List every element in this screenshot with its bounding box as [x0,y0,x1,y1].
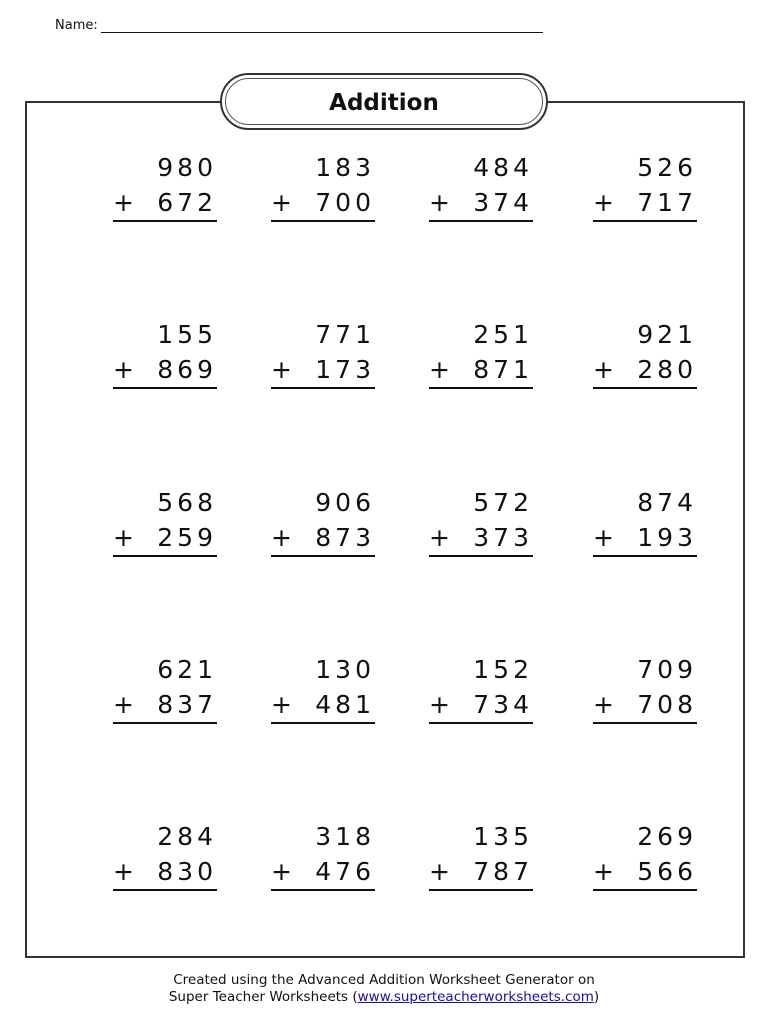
addend-bottom-row [113,520,217,557]
addend-bottom: 280 [637,355,697,384]
addend-top: 318 [315,822,375,851]
addend-bottom-row [593,687,697,724]
name-field [55,18,543,33]
frame-top-border-left [25,101,223,103]
addition-problem [113,485,217,557]
addition-problem [113,652,217,724]
plus-sign: + [113,690,134,719]
addend-bottom: 708 [637,690,697,719]
addition-problem [593,652,697,724]
addition-problem [429,150,533,222]
addend-bottom: 837 [157,690,217,719]
addend-bottom-row [429,687,533,724]
addend-bottom: 830 [157,857,217,886]
addend-bottom-row [113,687,217,724]
addend-bottom-row [271,687,375,724]
addend-bottom: 259 [157,523,217,552]
addend-top: 572 [473,488,533,517]
name-label: Name: [55,18,98,33]
addition-problem [271,819,375,891]
addend-top: 155 [157,320,217,349]
plus-sign: + [271,355,292,384]
addend-bottom-row [113,352,217,389]
addend-top: 709 [637,655,697,684]
addend-top: 284 [157,822,217,851]
addend-bottom: 869 [157,355,217,384]
plus-sign: + [271,690,292,719]
addend-top: 251 [473,320,533,349]
addend-top: 980 [157,153,217,182]
plus-sign: + [429,188,450,217]
addition-problem [593,317,697,389]
addend-bottom: 374 [473,188,533,217]
addend-bottom-row [593,185,697,222]
plus-sign: + [113,188,134,217]
addend-bottom-row [113,854,217,891]
addition-problem [593,485,697,557]
addend-bottom: 787 [473,857,533,886]
addend-bottom-row [593,352,697,389]
addend-top: 152 [473,655,533,684]
footer [0,972,768,1006]
plus-sign: + [429,355,450,384]
addend-bottom: 373 [473,523,533,552]
addend-top: 874 [637,488,697,517]
addend-bottom-row [593,854,697,891]
addition-problem [113,317,217,389]
footer-line-2 [0,989,768,1006]
addend-bottom-row [429,520,533,557]
footer-link[interactable]: www.superteacherworksheets.com [357,989,594,1005]
addition-problem [593,150,697,222]
addend-top: 269 [637,822,697,851]
addend-top: 921 [637,320,697,349]
plus-sign: + [429,857,450,886]
addend-bottom: 672 [157,188,217,217]
addend-bottom-row [113,185,217,222]
addend-bottom: 734 [473,690,533,719]
addend-bottom: 193 [637,523,697,552]
plus-sign: + [429,523,450,552]
name-blank-line[interactable] [101,18,543,33]
addend-top: 484 [473,153,533,182]
addend-bottom: 481 [315,690,375,719]
plus-sign: + [113,355,134,384]
addend-top: 568 [157,488,217,517]
addend-top: 621 [157,655,217,684]
footer-line-1: Created using the Advanced Addition Worksheet Generator on [173,972,595,988]
addition-problem [113,150,217,222]
plus-sign: + [593,857,614,886]
addend-bottom-row [271,520,375,557]
addend-bottom-row [271,352,375,389]
addend-bottom: 476 [315,857,375,886]
addend-top: 130 [315,655,375,684]
plus-sign: + [593,690,614,719]
addend-bottom: 700 [315,188,375,217]
addend-bottom-row [429,854,533,891]
frame-top-border-right [544,101,745,103]
addend-bottom-row [593,520,697,557]
plus-sign: + [271,188,292,217]
addend-bottom-row [429,352,533,389]
addition-problem [429,652,533,724]
plus-sign: + [593,188,614,217]
addend-bottom-row [429,185,533,222]
addition-problem [271,485,375,557]
addition-problem [113,819,217,891]
addition-problem [429,819,533,891]
title-banner [220,73,548,130]
worksheet-title: Addition [329,89,439,116]
plus-sign: + [271,523,292,552]
addend-bottom-row [271,185,375,222]
addition-problem [271,150,375,222]
plus-sign: + [593,523,614,552]
addend-bottom: 717 [637,188,697,217]
addend-top: 183 [315,153,375,182]
addend-top: 771 [315,320,375,349]
addend-bottom: 871 [473,355,533,384]
addend-bottom-row [271,854,375,891]
plus-sign: + [113,857,134,886]
addend-bottom: 873 [315,523,375,552]
addend-bottom: 173 [315,355,375,384]
plus-sign: + [271,857,292,886]
addend-bottom: 566 [637,857,697,886]
addition-problem [429,317,533,389]
plus-sign: + [429,690,450,719]
footer-suffix: ) [593,989,600,1005]
addition-problem [271,317,375,389]
footer-prefix: Super Teacher Worksheets ( [168,989,358,1005]
addition-problem [593,819,697,891]
addend-top: 906 [315,488,375,517]
addend-top: 526 [637,153,697,182]
plus-sign: + [113,523,134,552]
plus-sign: + [593,355,614,384]
addend-top: 135 [473,822,533,851]
addition-problem [429,485,533,557]
addition-problem [271,652,375,724]
